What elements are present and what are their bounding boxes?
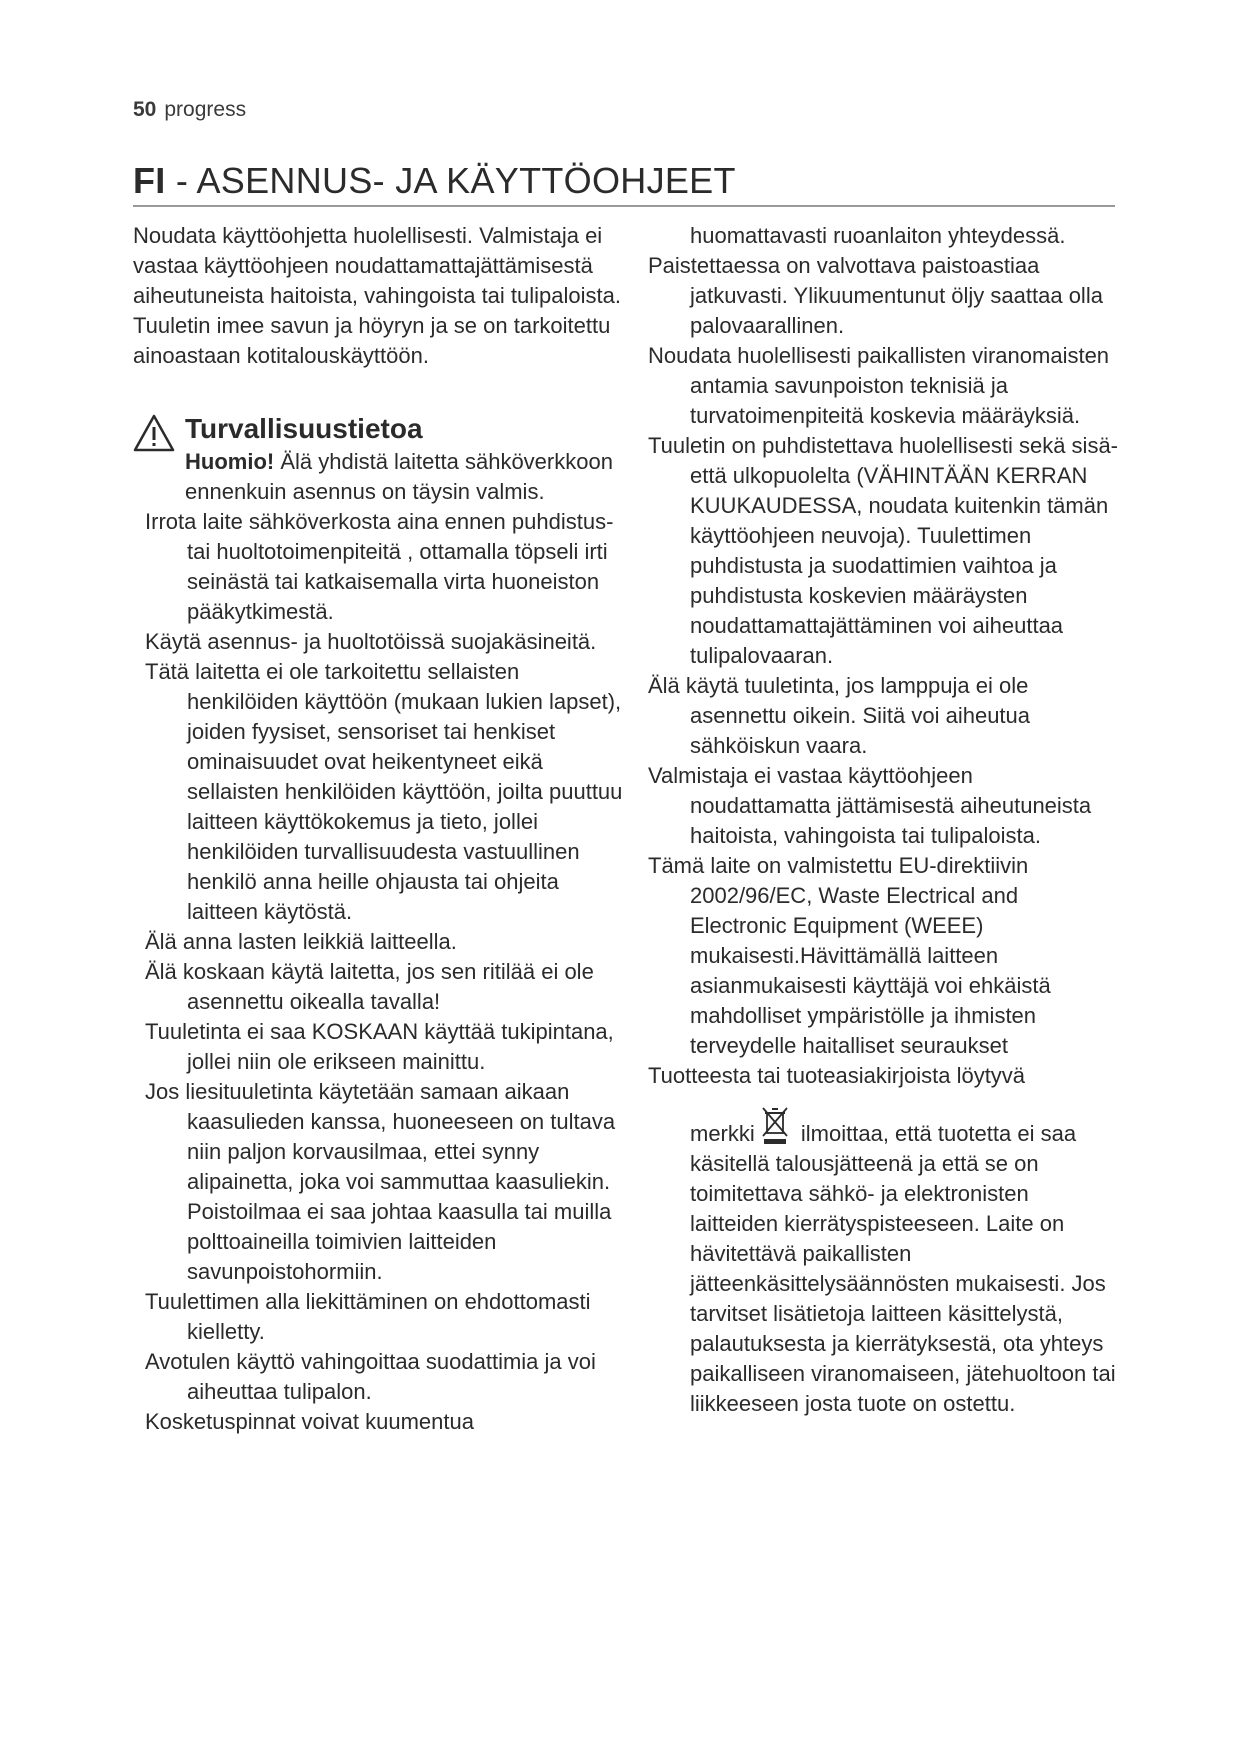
warning-triangle-icon [133,414,175,452]
safety-title: Turvallisuustietoa [185,413,423,444]
left-column [133,221,623,1437]
list-item: Älä koskaan käytä laitetta, jos sen ritilää ei ole asennettu oikealla tavalla! [145,959,594,1014]
list-item: Tuuletin on puhdistettava huolellisesti sekä sisä- että ulkopuolelta (VÄHINTÄÄN KERRAN KUUKAUDESSA, noudata kuitenkin tämän käyttöohjeen neuvoja). Tuulettimen puhdistusta ja suodattimien vaihtoa ja puhdistusta koskevien määräysten noudattamattajättäminen voi aiheuttaa tulipalovaaran. [648,433,1119,668]
list-item: Älä anna lasten leikkiä laitteella. [145,929,457,954]
page-number: 50 [133,98,157,121]
list-item: Kosketuspinnat voivat kuumentua [145,1409,474,1434]
note-label: Huomio! [185,449,275,474]
list-item: Avotulen käyttö vahingoittaa suodattimia ja voi aiheuttaa tulipalon. [145,1349,596,1404]
list-item: Käytä asennus- ja huoltotöissä suojakäsineitä. [145,629,597,654]
page-header [133,98,246,122]
weee-text: ilmoittaa, että tuotetta ei saa käsitellä talousjätteenä ja että se on toimitettava sähkö- ja elektronisten laitteiden kierrätyspisteeseen. Laite on hävitettävä paikallisten jätteenkäsittelysäännösten mukaisesti. Jos tarvitset lisätietoja laitteen käsittelystä, palautuksesta ja kierrätyksestä, ota yhteys paikalliseen viranomaiseen, jätehuoltoon tai liikkeeseen josta tuote on ostettu. [690,1121,1116,1416]
list-item: Tämä laite on valmistettu EU-direktiivin 2002/96/EC, Waste Electrical and Electronic Equipment (WEEE) mukaisesti.Hävittämällä laitteen asianmukaisesti käyttäjä voi ehkäistä mahdolliset ympäristölle ja ihmisten terveydelle haitalliset seuraukset [648,853,1051,1058]
page-title [133,160,1113,202]
crossed-bin-icon [759,1105,791,1145]
list-item: Jos liesituuletinta käytetään samaan aikaan kaasulieden kanssa, huoneeseen on tultava niin paljon korvausilmaa, ettei synny alipainetta, joka voi sammuttaa kaasuliekin. Poistoilmaa ei saa johtaa kaasulla tai muilla polttoaineilla toimivien laitteiden savunpoistohormiin. [145,1079,616,1284]
brand-name: progress [164,98,247,121]
list-item: Tätä laitetta ei ole tarkoitettu sellaisten henkilöiden käyttöön (mukaan lukien lapset), joiden fyysiset, sensoriset tai henkiset ominaisuudet ovat heikentyneet eikä sellaisten henkilöiden käyttöön, joilta puuttuu laitteen käyttökokemus ja tieto, jollei henkilöiden turvallisuudesta vastuullinen henkilö anna heille ohjausta tai ohjeita laitteen käytöstä. [145,659,623,924]
right-column [648,221,1118,1441]
weee-intro: Tuotteesta tai tuoteasiakirjoista löytyvä [648,1063,1026,1088]
list-item: Irrota laite sähköverkosta aina ennen puhdistus- tai huoltotoimenpiteitä , ottamalla töpseli irti seinästä tai katkaisemalla virta huoneiston pääkytkimestä. [145,509,614,624]
list-item: Paistettaessa on valvottava paistoastiaa jatkuvasti. Ylikuumentunut öljy saattaa olla palovaarallinen. [648,253,1103,338]
list-item: Tuuletinta ei saa KOSKAAN käyttää tukipintana, jollei niin ole erikseen mainittu. [145,1019,614,1074]
note-text: Älä yhdistä laitetta sähköverkkoon ennenkuin asennus on täysin valmis. [185,449,613,504]
weee-paragraph [648,1105,1118,1419]
continued-text: huomattavasti ruoanlaiton yhteydessä. [690,223,1066,248]
weee-word: merkki [690,1121,755,1146]
safety-note [133,447,623,507]
safety-section-heading [133,411,623,447]
list-item: Noudata huolellisesti paikallisten viranomaisten antamia savunpoiston teknisiä ja turvatoimenpiteitä koskevia määräyksiä. [648,343,1110,428]
list-item: Valmistaja ei vastaa käyttöohjeen noudattamatta jättämisestä aiheutuneista haitoista, vahingoista tai tulipaloista. [648,763,1092,848]
intro-paragraph: Noudata käyttöohjetta huolellisesti. Valmistaja ei vastaa käyttöohjeen noudattamattajättämisestä aiheutuneista haitoista, vahingoista tai tulipaloista. Tuuletin imee savun ja höyryn ja se on tarkoitettu ainoastaan kotitalouskäyttöön. [133,223,621,368]
title-text: - ASENNUS- JA KÄYTTÖOHJEET [165,160,736,201]
list-item: Tuulettimen alla liekittäminen on ehdottomasti kielletty. [145,1289,591,1344]
title-divider [133,205,1115,207]
list-item: Älä käytä tuuletinta, jos lamppuja ei ole asennettu oikein. Siitä voi aiheutua sähköiskun vaara. [648,673,1031,758]
language-code: FI [133,160,166,201]
